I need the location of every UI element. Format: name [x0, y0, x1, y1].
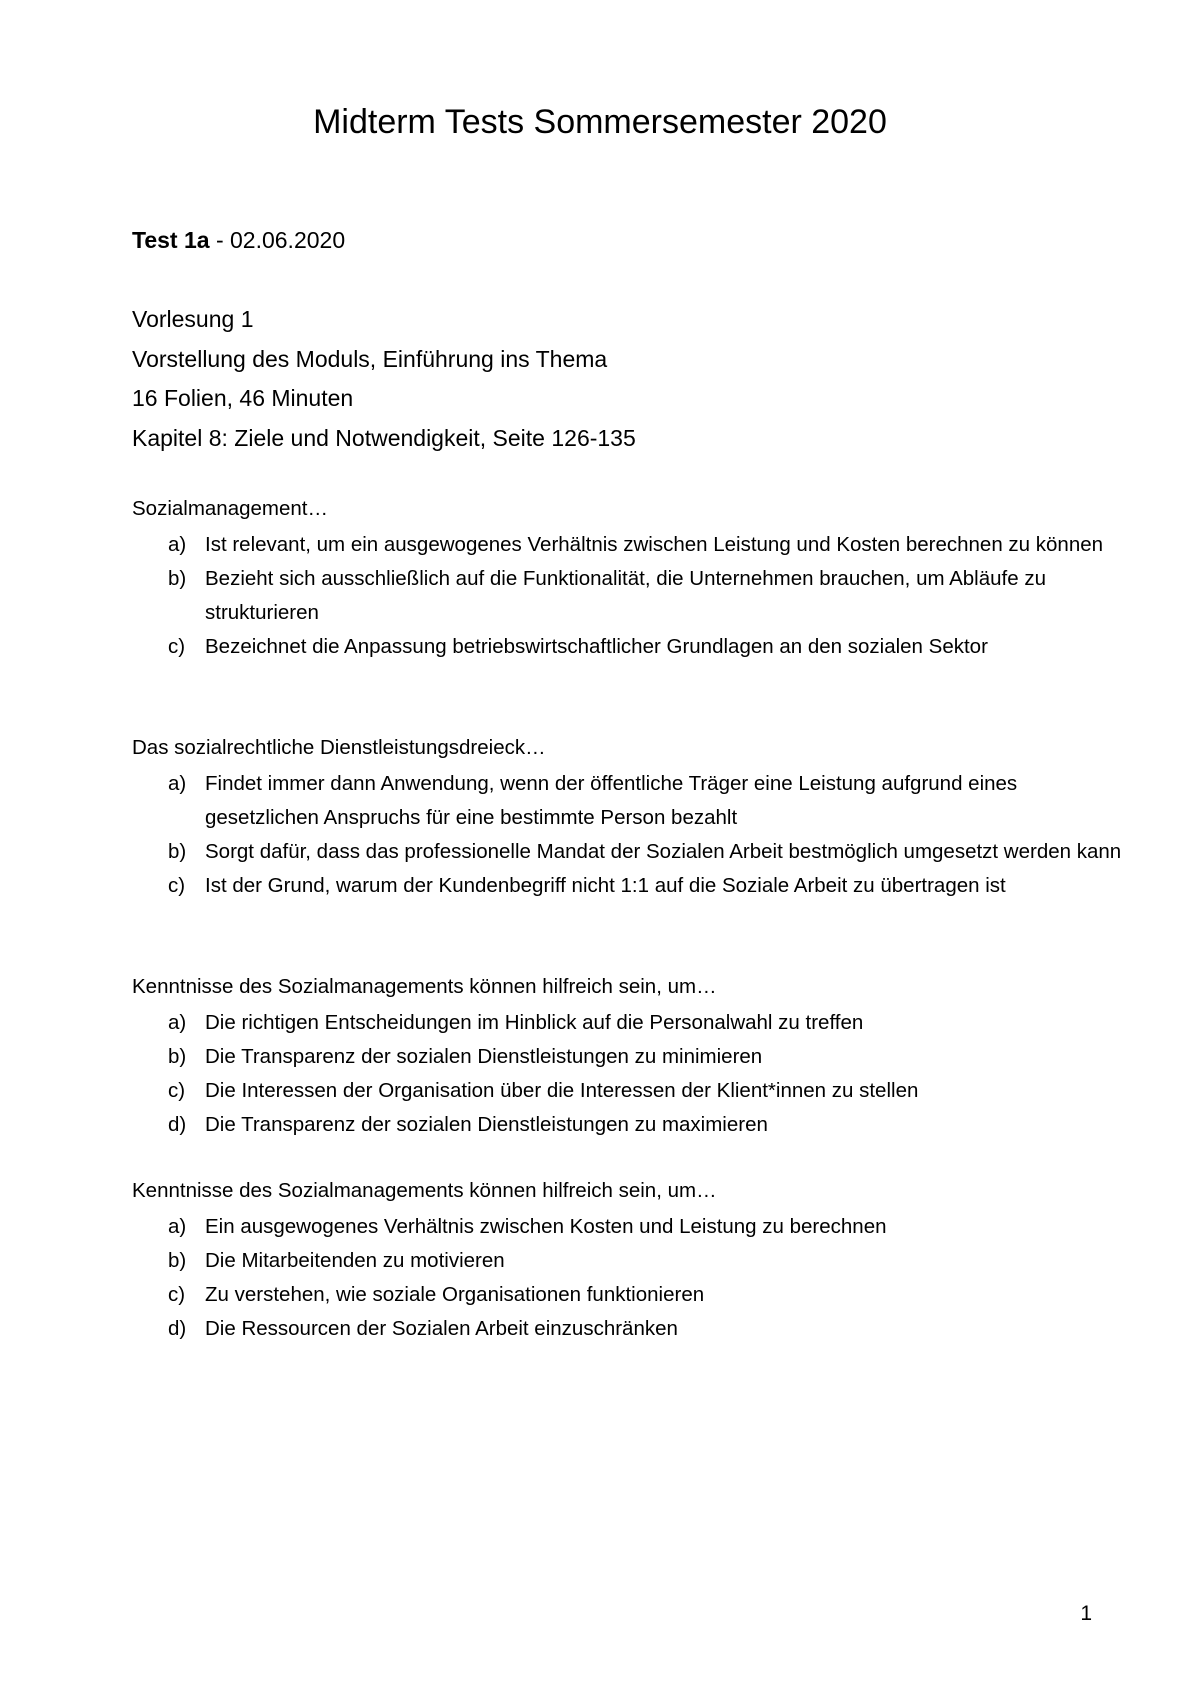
test-heading — [132, 225, 345, 255]
answer-letter: b) — [168, 1249, 187, 1272]
answer-option — [132, 1210, 1132, 1244]
answer-text: Ein ausgewogenes Verhältnis zwischen Kosten und Leistung zu berechnen — [205, 1215, 887, 1238]
lecture-topic: Vorstellung des Moduls, Einführung ins Thema — [132, 345, 608, 372]
answer-letter: c) — [168, 635, 186, 658]
answer-option — [132, 1074, 1132, 1108]
test-label: Test 1a — [132, 227, 210, 253]
question-2 — [132, 733, 1132, 903]
answer-text: Bezeichnet die Anpassung betriebswirtschaftlicher Grundlagen an den sozialen Sektor — [205, 635, 988, 658]
answer-option — [132, 630, 1132, 664]
answer-text: Zu verstehen, wie soziale Organisationen funktionieren — [205, 1283, 705, 1306]
answer-letter: a) — [168, 772, 187, 795]
answer-text: Die Transparenz der sozialen Dienstleistungen zu maximieren — [205, 1113, 768, 1136]
question-4 — [132, 1176, 1132, 1346]
question-3 — [132, 972, 1132, 1142]
document-title: Midterm Tests Sommersemester 2020 — [313, 103, 887, 141]
page-number: 1 — [1080, 1602, 1092, 1625]
lecture-chapter: Kapitel 8: Ziele und Notwendigkeit, Seite 126-135 — [132, 424, 636, 451]
answer-letter: b) — [168, 1045, 187, 1068]
answer-text: Ist relevant, um ein ausgewogenes Verhältnis zwischen Leistung und Kosten berechnen zu können — [205, 533, 1104, 556]
answer-letter: d) — [168, 1113, 187, 1136]
answer-option — [132, 1278, 1132, 1312]
answer-letter: b) — [168, 840, 187, 863]
question-stem: Kenntnisse des Sozialmanagements können hilfreich sein, um… — [132, 1179, 717, 1202]
lecture-duration: 16 Folien, 46 Minuten — [132, 385, 354, 411]
answer-option — [132, 1040, 1132, 1074]
answer-letter: c) — [168, 1079, 186, 1102]
answer-letter: c) — [168, 1283, 186, 1306]
answer-text: Die Interessen der Organisation über die Interessen der Klient*innen zu stellen — [205, 1079, 919, 1102]
answer-option — [132, 1006, 1132, 1040]
answer-letter: b) — [168, 567, 187, 590]
test-date: - 02.06.2020 — [209, 227, 346, 253]
answer-option — [132, 1312, 1132, 1346]
question-stem: Sozialmanagement… — [132, 497, 328, 520]
lecture-number: Vorlesung 1 — [132, 306, 254, 332]
question-1 — [132, 494, 1132, 664]
answer-text: Die Ressourcen der Sozialen Arbeit einzuschränken — [205, 1317, 678, 1340]
answer-option — [132, 767, 1132, 835]
answer-letter: d) — [168, 1317, 187, 1340]
answer-option — [132, 1108, 1132, 1142]
answer-text: Findet immer dann Anwendung, wenn der öffentliche Träger eine Leistung aufgrund eines gesetzlichen Anspruchs für eine bestimmte Person bezahlt — [205, 772, 1018, 829]
answer-letter: c) — [168, 874, 186, 897]
lecture-info — [132, 304, 636, 462]
answer-text: Die richtigen Entscheidungen im Hinblick auf die Personalwahl zu treffen — [205, 1011, 864, 1034]
answer-text: Die Mitarbeitenden zu motivieren — [205, 1249, 505, 1272]
question-stem: Das sozialrechtliche Dienstleistungsdreieck… — [132, 736, 546, 759]
answer-text: Sorgt dafür, dass das professionelle Mandat der Sozialen Arbeit bestmöglich umgesetzt werden kann — [205, 840, 1122, 863]
answer-text: Bezieht sich ausschließlich auf die Funktionalität, die Unternehmen brauchen, um Abläufe zu strukturieren — [205, 567, 1046, 624]
question-stem: Kenntnisse des Sozialmanagements können hilfreich sein, um… — [132, 975, 717, 998]
answer-letter: a) — [168, 533, 187, 556]
answer-option — [132, 528, 1132, 562]
answer-option — [132, 869, 1132, 903]
answer-text: Ist der Grund, warum der Kundenbegriff nicht 1:1 auf die Soziale Arbeit zu übertragen ist — [205, 874, 1006, 897]
answer-text: Die Transparenz der sozialen Dienstleistungen zu minimieren — [205, 1045, 763, 1068]
answer-letter: a) — [168, 1011, 187, 1034]
answer-option — [132, 1244, 1132, 1278]
answer-option — [132, 562, 1132, 630]
answer-option — [132, 835, 1132, 869]
answer-letter: a) — [168, 1215, 187, 1238]
